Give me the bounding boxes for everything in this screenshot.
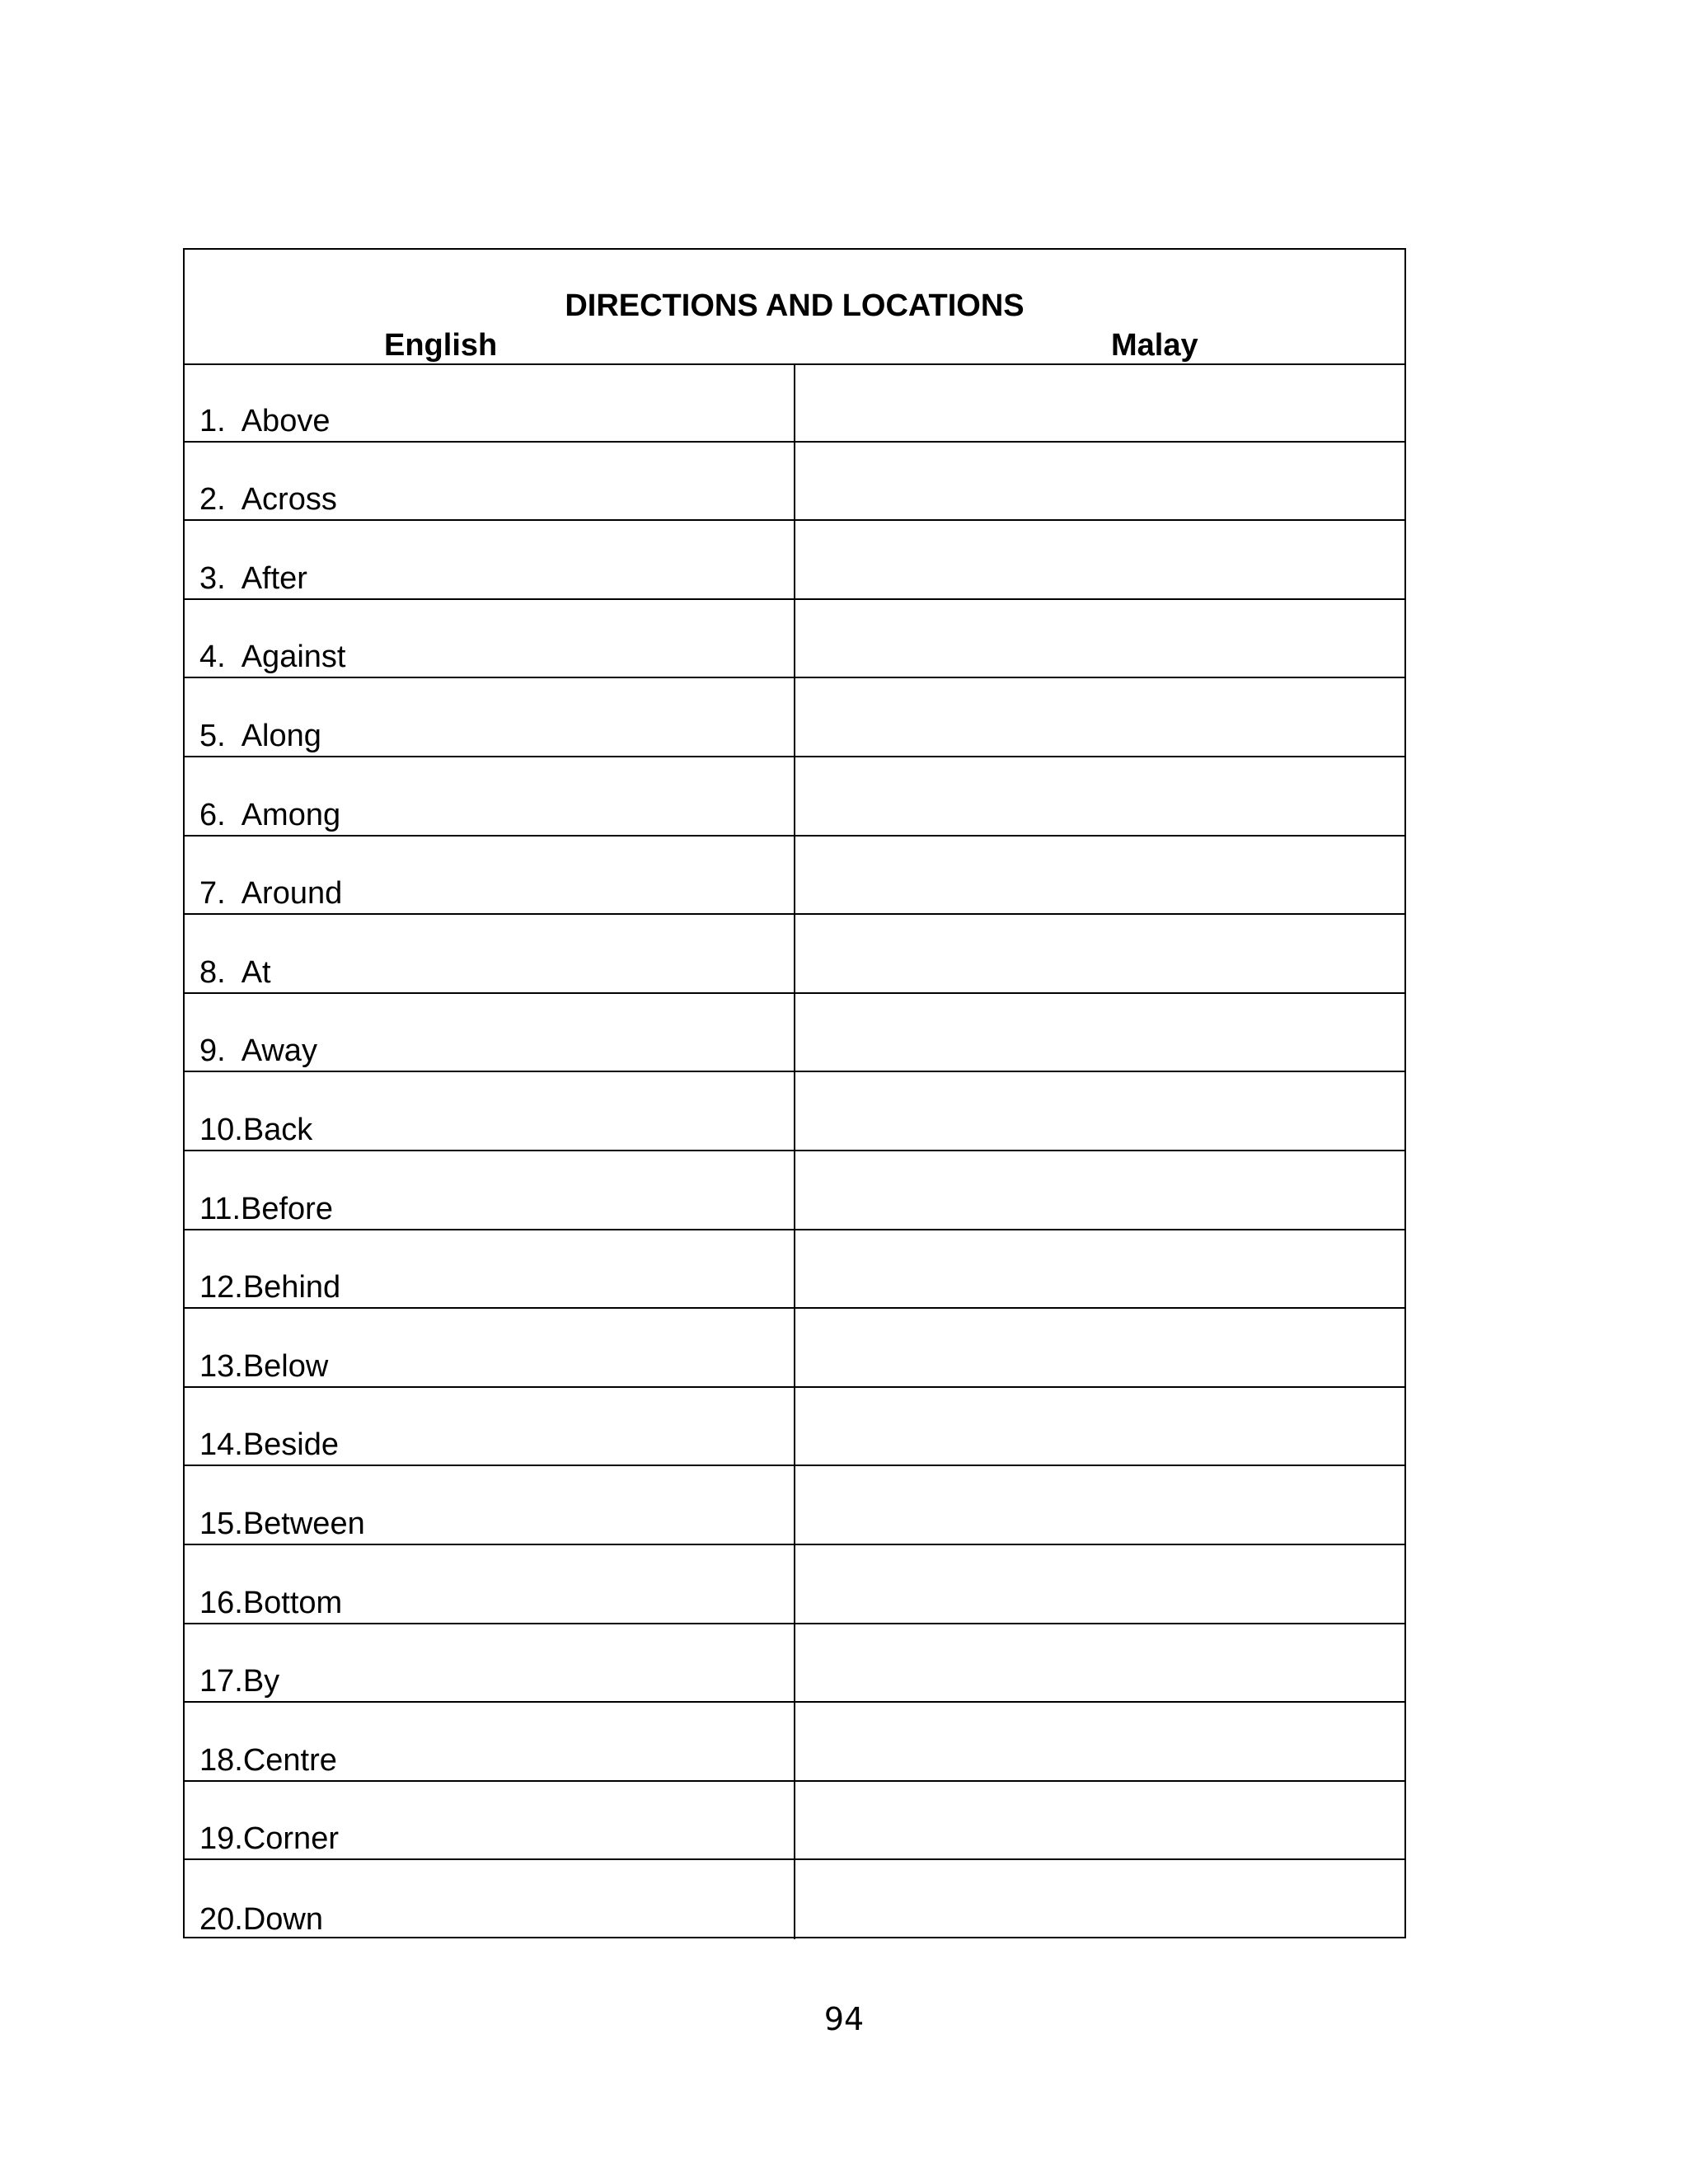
malay-answer-cell[interactable] xyxy=(795,1624,1404,1702)
english-word-cell xyxy=(185,837,795,914)
malay-answer-cell[interactable] xyxy=(795,1072,1404,1150)
english-word: 12.Behind xyxy=(199,1270,341,1305)
english-word: 16.Bottom xyxy=(199,1585,343,1620)
english-word: 18.Centre xyxy=(199,1742,337,1778)
malay-answer-cell[interactable] xyxy=(795,1782,1404,1859)
english-word: 2. Across xyxy=(199,482,337,518)
table-row xyxy=(185,915,1404,994)
column-header-english: English xyxy=(384,328,498,363)
table-row xyxy=(185,1624,1404,1704)
english-word: 8. At xyxy=(199,954,271,990)
table-body xyxy=(185,363,1404,1939)
english-word: 6. Among xyxy=(199,797,341,832)
english-word-cell xyxy=(185,1309,795,1386)
malay-answer-cell[interactable] xyxy=(795,915,1404,992)
english-word: 5. Along xyxy=(199,718,321,753)
english-word: 19.Corner xyxy=(199,1821,339,1857)
table-header xyxy=(185,250,1404,365)
english-word-cell xyxy=(185,1624,795,1702)
page-number: 94 xyxy=(823,2001,865,2037)
english-word-cell xyxy=(185,1860,795,1939)
english-word: 14.Beside xyxy=(199,1427,340,1463)
english-word: 11.Before xyxy=(199,1191,333,1226)
table-row xyxy=(185,994,1404,1073)
english-word-cell xyxy=(185,994,795,1071)
english-word-cell xyxy=(185,1782,795,1859)
table-row xyxy=(185,1466,1404,1545)
table-row xyxy=(185,1703,1404,1782)
column-header-malay: Malay xyxy=(1111,328,1198,363)
table-row xyxy=(185,1860,1404,1939)
malay-answer-cell[interactable] xyxy=(795,757,1404,835)
table-row xyxy=(185,600,1404,679)
malay-answer-cell[interactable] xyxy=(795,994,1404,1071)
malay-answer-cell[interactable] xyxy=(795,521,1404,598)
english-word: 15.Between xyxy=(199,1506,365,1541)
table-row xyxy=(185,363,1404,443)
table-row xyxy=(185,521,1404,600)
english-word: 4. Against xyxy=(199,640,346,675)
table-row xyxy=(185,837,1404,916)
english-word: 9. Away xyxy=(199,1033,317,1069)
malay-answer-cell[interactable] xyxy=(795,678,1404,756)
malay-answer-cell[interactable] xyxy=(795,1860,1404,1939)
malay-answer-cell[interactable] xyxy=(795,600,1404,677)
english-word-cell xyxy=(185,1230,795,1308)
english-word: 13.Below xyxy=(199,1348,329,1384)
malay-answer-cell[interactable] xyxy=(795,1309,1404,1386)
english-word: 3. After xyxy=(199,560,307,596)
english-word: 17.By xyxy=(199,1664,280,1699)
english-word-cell xyxy=(185,1703,795,1780)
malay-answer-cell[interactable] xyxy=(795,1703,1404,1780)
english-word-cell xyxy=(185,1545,795,1623)
malay-answer-cell[interactable] xyxy=(795,1388,1404,1465)
table-row xyxy=(185,1309,1404,1388)
malay-answer-cell[interactable] xyxy=(795,1230,1404,1308)
table-row xyxy=(185,443,1404,522)
english-word-cell xyxy=(185,678,795,756)
english-word-cell xyxy=(185,1466,795,1544)
english-word-cell xyxy=(185,1072,795,1150)
english-word: 7. Around xyxy=(199,876,343,912)
malay-answer-cell[interactable] xyxy=(795,443,1404,520)
english-word-cell xyxy=(185,757,795,835)
table-row xyxy=(185,1072,1404,1151)
english-word-cell xyxy=(185,363,795,441)
english-word-cell xyxy=(185,443,795,520)
english-word: 20.Down xyxy=(199,1901,323,1937)
english-word-cell xyxy=(185,600,795,677)
english-word-cell xyxy=(185,1151,795,1229)
table-row xyxy=(185,757,1404,837)
table-row xyxy=(185,1151,1404,1230)
table-row xyxy=(185,1545,1404,1624)
malay-answer-cell[interactable] xyxy=(795,1545,1404,1623)
table-row xyxy=(185,1782,1404,1861)
vocabulary-table xyxy=(183,248,1406,1938)
table-row xyxy=(185,678,1404,757)
malay-answer-cell[interactable] xyxy=(795,363,1404,441)
english-word: 10.Back xyxy=(199,1112,313,1147)
malay-answer-cell[interactable] xyxy=(795,1466,1404,1544)
english-word: 1. Above xyxy=(199,403,331,438)
malay-answer-cell[interactable] xyxy=(795,1151,1404,1229)
english-word-cell xyxy=(185,521,795,598)
table-row xyxy=(185,1388,1404,1467)
english-word-cell xyxy=(185,1388,795,1465)
table-row xyxy=(185,1230,1404,1310)
table-title: DIRECTIONS AND LOCATIONS xyxy=(565,288,1025,323)
malay-answer-cell[interactable] xyxy=(795,837,1404,914)
english-word-cell xyxy=(185,915,795,992)
